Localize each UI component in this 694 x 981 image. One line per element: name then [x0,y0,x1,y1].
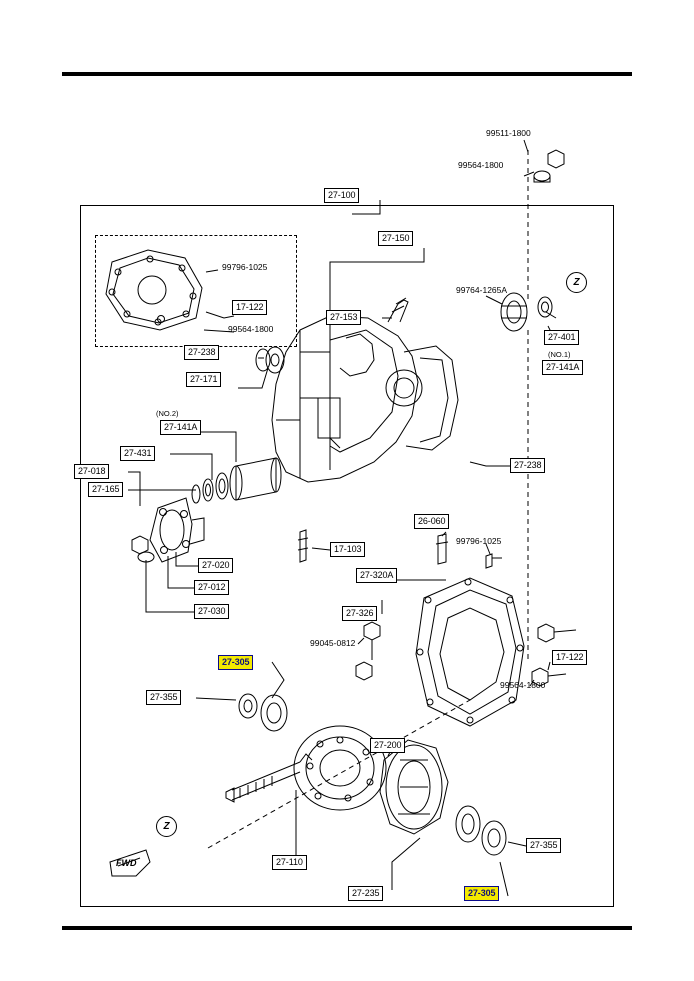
label-no1-note: (NO.1) [548,350,571,359]
label-27-200[interactable]: 27-200 [370,738,405,753]
label-27-238-right[interactable]: 27-238 [510,458,545,473]
label-no2-note: (NO.2) [156,409,179,418]
label-27-153[interactable]: 27-153 [326,310,361,325]
label-99564-1800-left: 99564-1800 [228,324,274,334]
label-99564-1800-lower: 99564-1800 [500,680,546,690]
label-27-100[interactable]: 27-100 [324,188,359,203]
label-99511-1800: 99511-1800 [486,128,531,138]
section-marker-z-top: Z [566,272,587,293]
label-27-305-upper[interactable]: 27-305 [218,655,253,670]
label-27-141A-no1[interactable]: 27-141A [542,360,583,375]
label-99796-1025-lower: 99796-1025 [456,536,502,546]
fwd-direction-label: FWD [116,858,137,868]
section-marker-z-bottom: Z [156,816,177,837]
label-27-235[interactable]: 27-235 [348,886,383,901]
label-27-401[interactable]: 27-401 [544,330,579,345]
label-99764-1265A: 99764-1265A [456,285,508,295]
label-27-238-left[interactable]: 27-238 [184,345,219,360]
label-27-355-upper[interactable]: 27-355 [146,690,181,705]
label-27-431[interactable]: 27-431 [120,446,155,461]
label-27-141A-no2[interactable]: 27-141A [160,420,201,435]
label-27-110[interactable]: 27-110 [272,855,307,870]
label-27-020[interactable]: 27-020 [198,558,233,573]
label-99564-1800-top: 99564-1800 [458,160,504,170]
label-27-326[interactable]: 27-326 [342,606,377,621]
label-99796-1025-left: 99796-1025 [222,262,268,272]
label-17-103[interactable]: 17-103 [330,542,365,557]
label-27-305-lower[interactable]: 27-305 [464,886,499,901]
label-27-012[interactable]: 27-012 [194,580,229,595]
label-26-060[interactable]: 26-060 [414,514,449,529]
label-17-122-upper[interactable]: 17-122 [232,300,267,315]
label-27-030[interactable]: 27-030 [194,604,229,619]
label-27-018[interactable]: 27-018 [74,464,109,479]
label-99045-0812: 99045-0812 [310,638,356,648]
label-27-171[interactable]: 27-171 [186,372,221,387]
label-27-150[interactable]: 27-150 [378,231,413,246]
label-27-320A[interactable]: 27-320A [356,568,397,583]
label-27-355-lower[interactable]: 27-355 [526,838,561,853]
label-27-165[interactable]: 27-165 [88,482,123,497]
label-17-122-lower[interactable]: 17-122 [552,650,587,665]
top-rule [62,72,632,76]
bottom-rule [62,926,632,930]
